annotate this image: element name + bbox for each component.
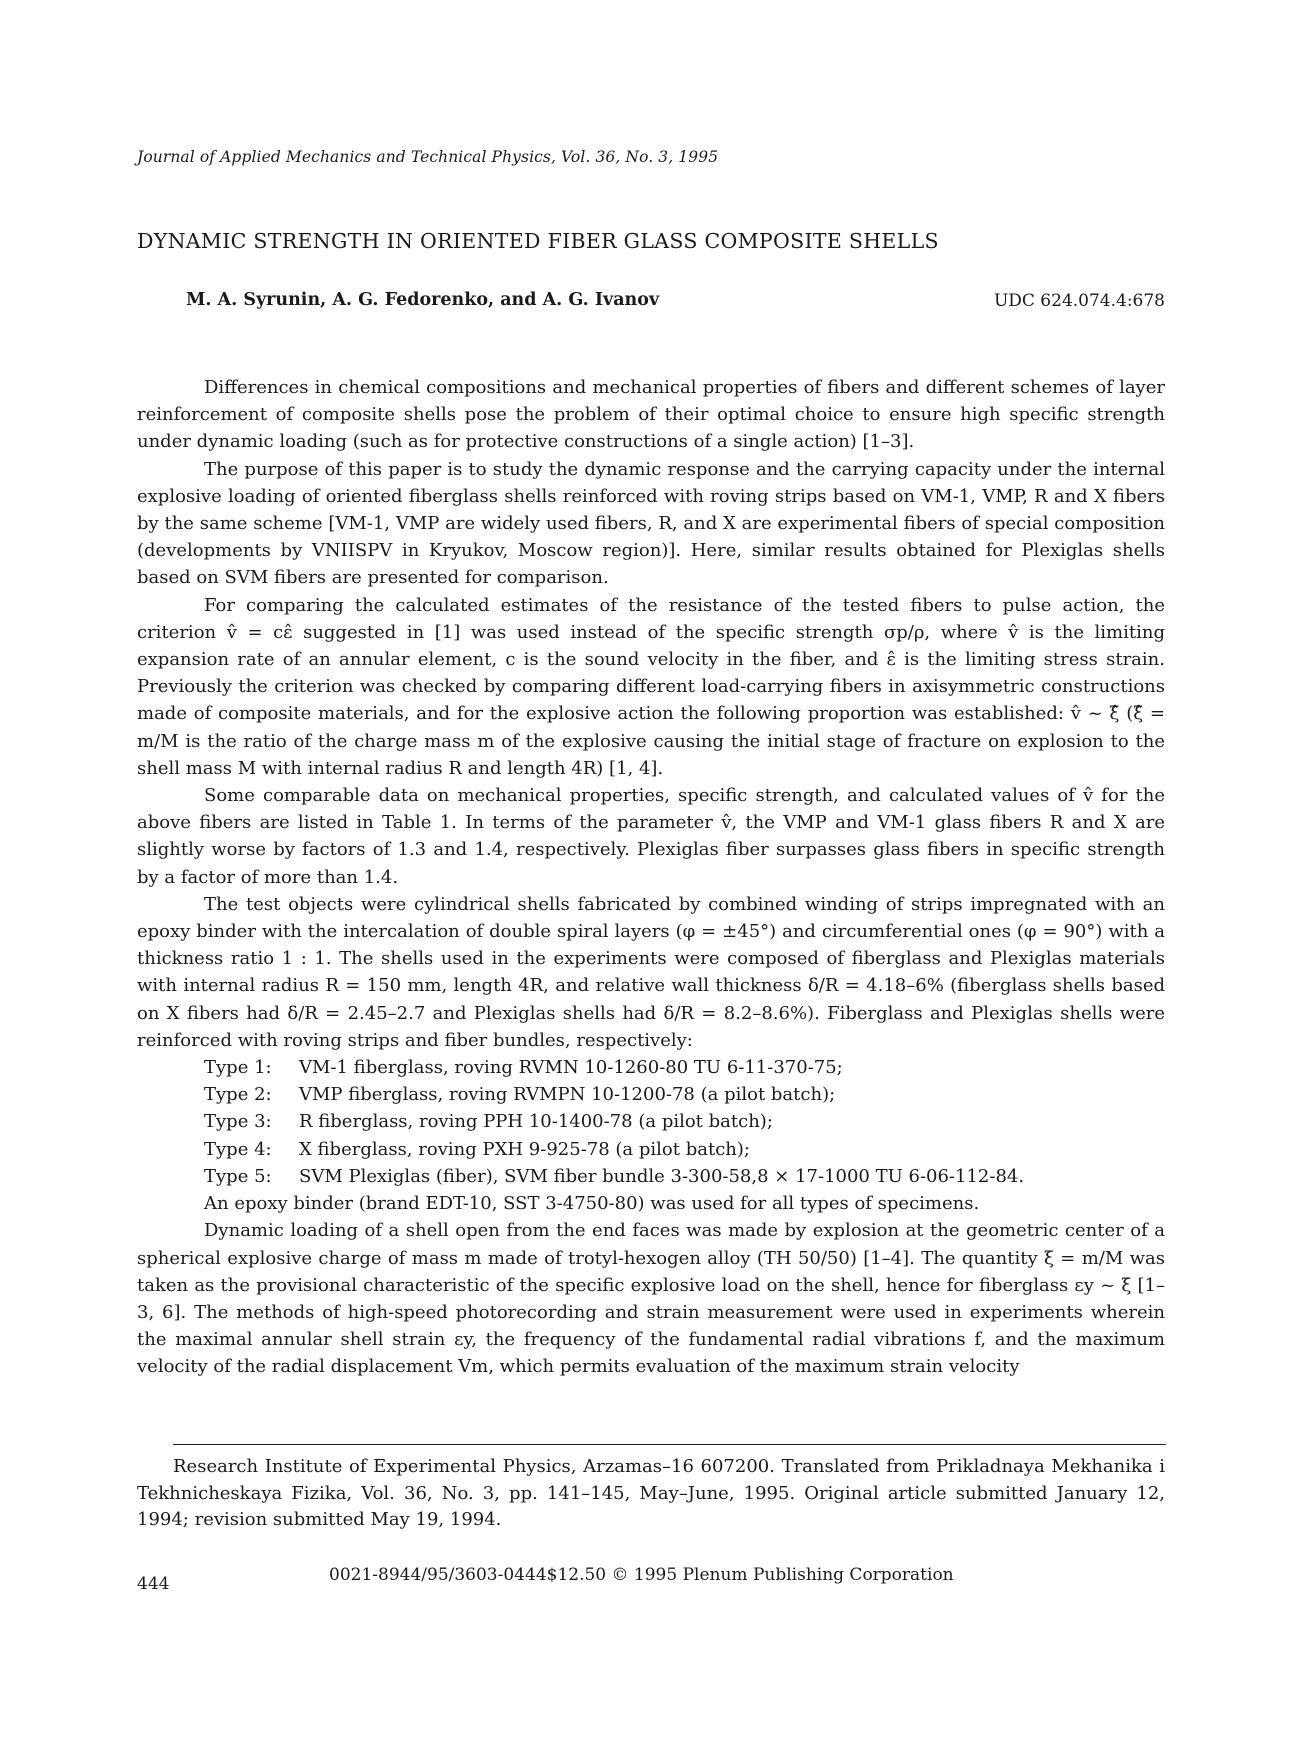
paragraph: The purpose of this paper is to study the dynamic response and the carrying capacity under the internal explosive loading of oriented fiberglass shells reinforced with roving strips based on VM-1, VMP, R and X fibers by the same scheme [VM-1, VMP are widely used fibers, R, and X are experimental fibers of special composition (developments by VNIISPV in Kryukov, Moscow region)]. Here, similar results obtained for Plexiglas shells based on SVM fibers are presented for comparison. [137,458,1165,589]
type-text: VM-1 fiberglass, roving RVMN 10-1260-80 TU 6-11-370-75; [299,1057,843,1079]
type-list-item [204,1054,1165,1081]
authors: M. A. Syrunin, A. G. Fedorenko, and A. G. Ivanov [186,290,660,310]
type-label: Type 2: [204,1084,272,1106]
type-list-item [204,1136,1165,1163]
udc-code: UDC 624.074.4:678 [993,291,1165,311]
paragraph: Dynamic loading of a shell open from the end faces was made by explosion at the geometric center of a spherical explosive charge of mass m made of trotyl-hexogen alloy (TH 50/50) [1–4]. The quantity ξ = m/M was taken as the provisional characteristic of the specific explosive load on the shell, hence for fiberglass εy ~ ξ [1–3, 6]. The methods of high-speed photorecording and strain measurement were used in experiments wherein the maximal annular shell strain εy, the frequency of the fundamental radial vibrations f, and the maximum velocity of the radial displacement Vm, which permits evaluation of the maximum strain velocity [137,1220,1165,1378]
type-list-item [204,1163,1165,1190]
type-label: Type 1: [204,1057,272,1079]
footnote-text: Research Institute of Experimental Physics, Arzamas–16 607200. Translated from Prikladnaya Mekhanika i Tekhnicheskaya Fizika, Vol. 36, No. 3, pp. 141–145, May–June, 1995. Original article submitted January 12, 1994; revision submitted May 19, 1994. [137,1456,1165,1530]
type-text: VMP fiberglass, roving RVMPN 10-1200-78 (a pilot batch); [299,1084,836,1106]
article-title: DYNAMIC STRENGTH IN ORIENTED FIBER GLASS COMPOSITE SHELLS [137,229,939,253]
copyright-line: 0021-8944/95/3603-0444$12.50 © 1995 Plenum Publishing Corporation [329,1565,954,1585]
type-label: Type 4: [204,1138,272,1160]
type-text: R fiberglass, roving PPH 10-1400-78 (a pilot batch); [299,1111,773,1133]
paragraph: The test objects were cylindrical shells fabricated by combined winding of strips impregnated with an epoxy binder with the intercalation of double spiral layers (φ = ±45°) and circumferential ones (φ = 90°) with a thickness ratio 1 : 1. The shells used in the experiments were composed of fiberglass and Plexiglas materials with internal radius R = 150 mm, length 4R, and relative wall thickness δ/R = 4.18–6% (fiberglass shells based on X fibers had δ/R = 2.45–2.7 and Plexiglas shells had δ/R = 8.2–8.6%). Fiberglass and Plexiglas shells were reinforced with roving strips and fiber bundles, respectively: [137,893,1165,1051]
type-label: Type 5: [204,1165,272,1187]
type-text: SVM Plexiglas (fiber), SVM fiber bundle 3-300-58,8 × 17-1000 TU 6-06-112-84. [299,1165,1025,1187]
type-list-item [204,1108,1165,1135]
paragraph: For comparing the calculated estimates of the resistance of the tested fibers to pulse action, the criterion v̂ = cε̂ suggested in [1] was used instead of the specific strength σp/ρ, where v̂ is the limiting expansion rate of an annular element, c is the sound velocity in the fiber, and ε̂ is the limiting stress strain. Previously the criterion was checked by comparing different load-carrying fibers in axisymmetric constructions made of composite materials, and for the explosive action the following proportion was established: v̂ ~ ξ̂ (ξ̂ = m/M is the ratio of the charge mass m of the explosive causing the initial stage of fracture on explosion to the shell mass M with internal radius R and length 4R) [1, 4]. [137,594,1165,779]
page-number: 444 [137,1574,170,1594]
type-text: X fiberglass, roving PXH 9-925-78 (a pilot batch); [299,1138,750,1160]
footnote [137,1454,1165,1534]
paragraph: Some comparable data on mechanical properties, specific strength, and calculated values of v̂ for the above fibers are listed in Table 1. In terms of the parameter v̂, the VMP and VM-1 glass fibers R and X are slightly worse by factors of 1.3 and 1.4, respectively. Plexiglas fiber surpasses glass fibers in specific strength by a factor of more than 1.4. [137,785,1165,888]
journal-citation: Journal of Applied Mechanics and Technical Physics, Vol. 36, No. 3, 1995 [137,148,719,166]
paragraph: Differences in chemical compositions and mechanical properties of fibers and different schemes of layer reinforcement of composite shells pose the problem of their optimal choice to ensure high specific strength under dynamic loading (such as for protective constructions of a single action) [1–3]. [137,377,1165,453]
type-list-item [204,1081,1165,1108]
paragraph: An epoxy binder (brand EDT-10, SST 3-4750-80) was used for all types of specimens. [204,1193,980,1215]
footnote-divider [173,1444,1166,1445]
type-label: Type 3: [204,1111,272,1133]
article-body [137,374,1165,1381]
